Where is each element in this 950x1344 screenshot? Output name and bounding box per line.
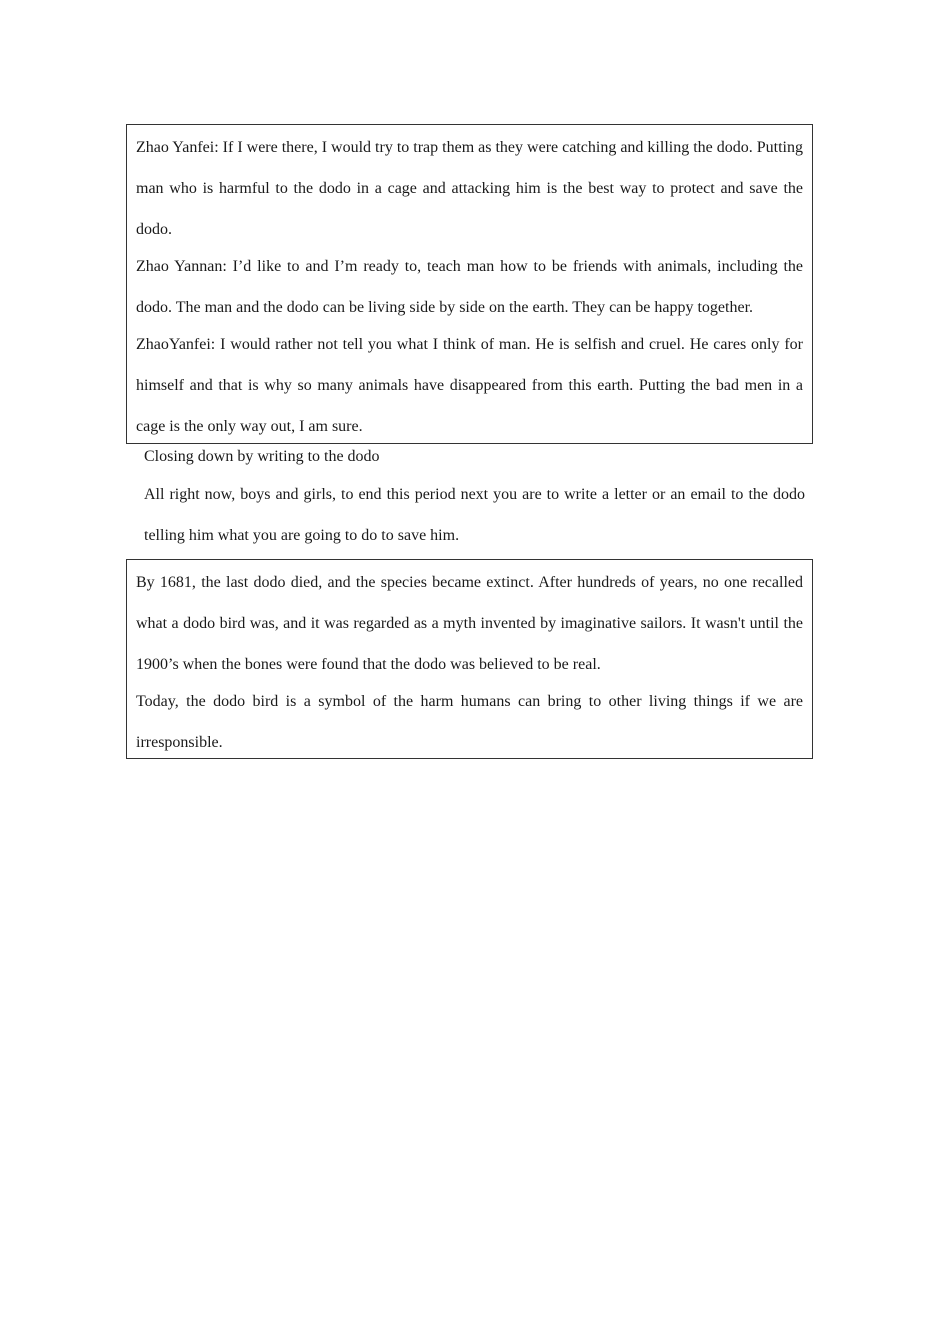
closing-heading: Closing down by writing to the dodo [144, 448, 380, 465]
dialogue-paragraph-zhao-yannan: Zhao Yannan: I’d like to and I’m ready to, teach man how to be friends with animals, including the dodo. The man and the dodo can be living side by side on the earth. They can be happy together. [136, 258, 803, 316]
info-paragraph-symbol: Today, the dodo bird is a symbol of the harm humans can bring to other living things if we are irresponsible. [136, 693, 803, 751]
dialogue-paragraph-zhao-yanfei-1: Zhao Yanfei: If I were there, I would try to trap them as they were catching and killing the dodo. Putting man who is harmful to the dodo in a cage and attacking him is the best way to protect and save the dodo. [136, 139, 803, 238]
info-paragraph-extinction: By 1681, the last dodo died, and the species became extinct. After hundreds of years, no one recalled what a dodo bird was, and it was regarded as a myth invented by imaginative sailors. It wasn't until the 1900’s when the bones were found that the dodo was believed to be real. [136, 574, 803, 673]
dialogue-text-box [126, 124, 813, 444]
dodo-info-text-box [126, 559, 813, 759]
closing-instruction: All right now, boys and girls, to end this period next you are to write a letter or an email to the dodo telling him what you are going to do to save him. [144, 486, 805, 544]
dialogue-paragraph-zhao-yanfei-2: ZhaoYanfei: I would rather not tell you what I think of man. He is selfish and cruel. He cares only for himself and that is why so many animals have disappeared from this earth. Putting the bad men in a cage is the only way out, I am sure. [136, 336, 803, 435]
